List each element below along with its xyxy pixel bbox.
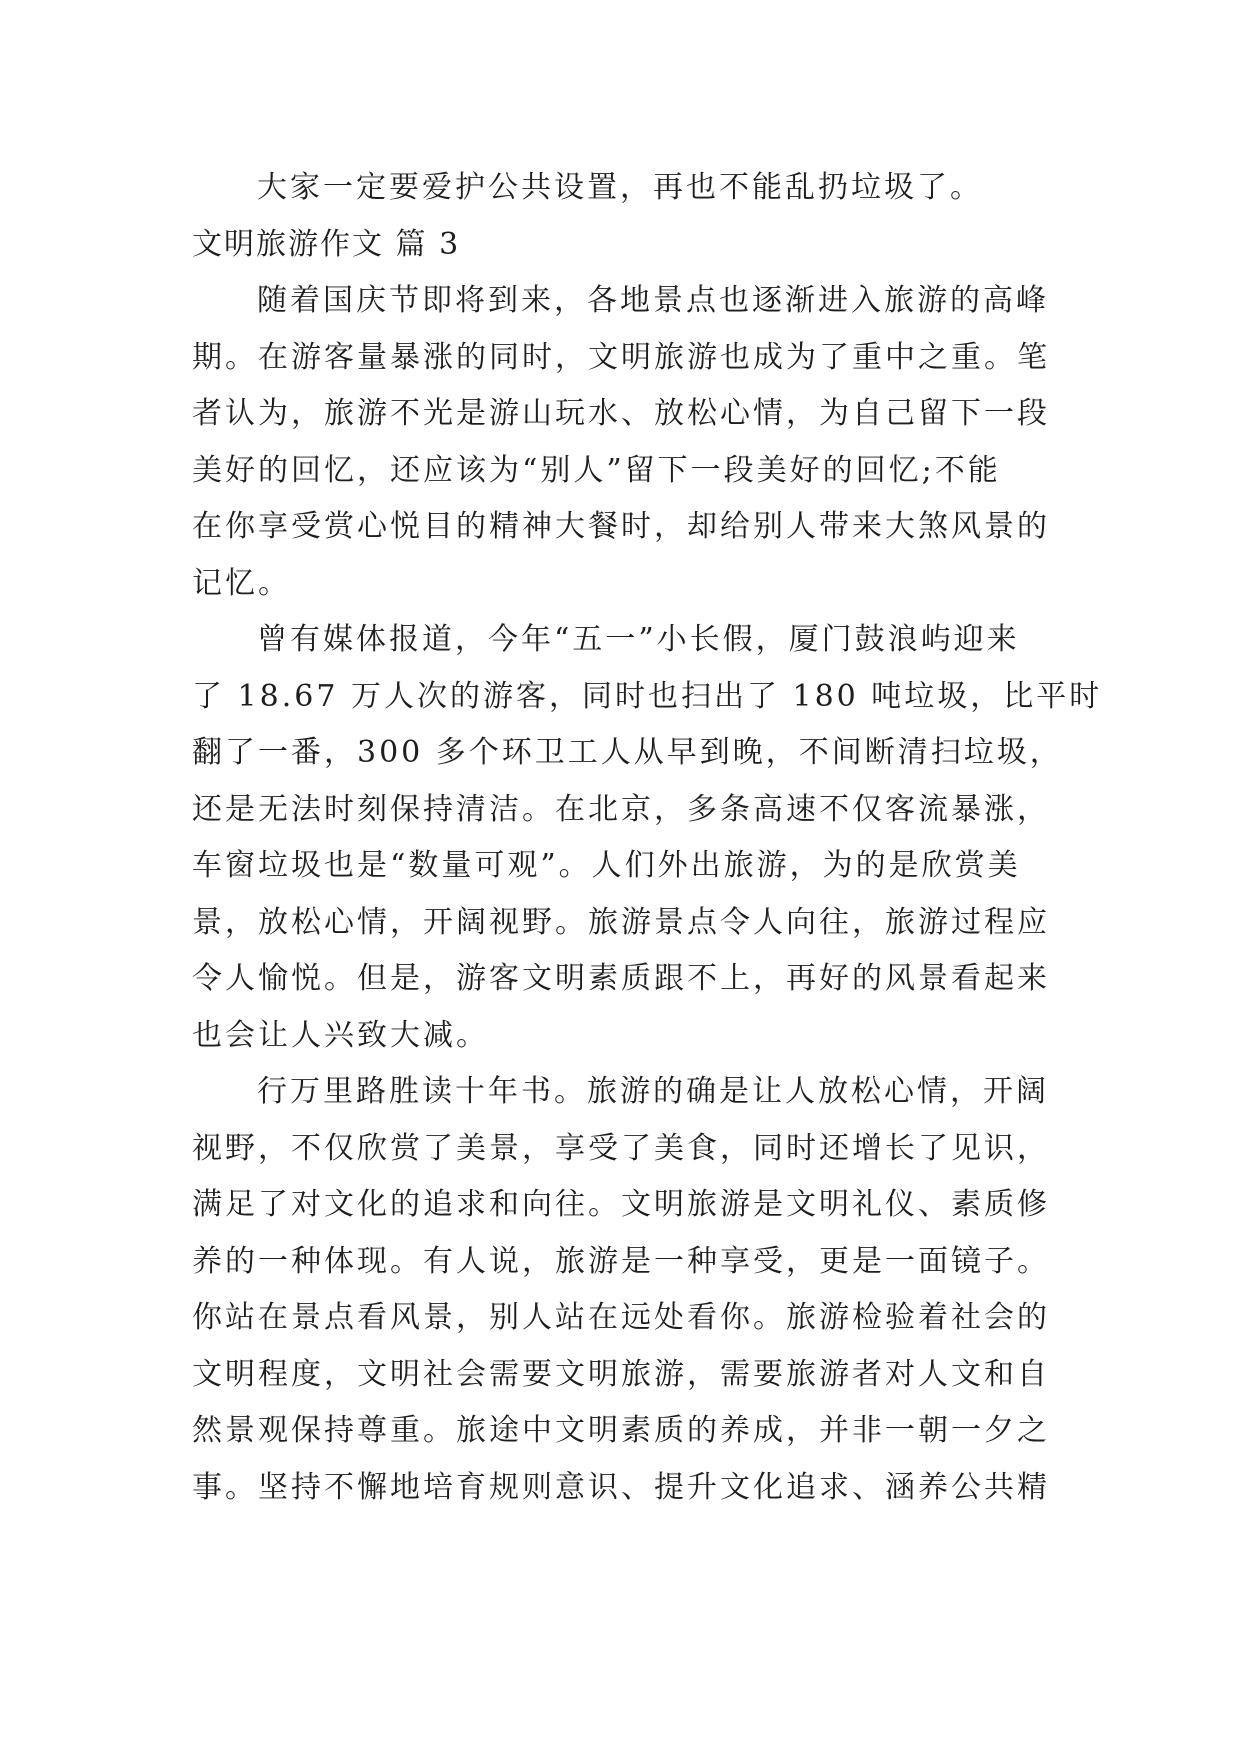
paragraph-line: 曾有媒体报道，今年“五一”小长假，厦门鼓浪屿迎来 (257, 622, 1020, 657)
paragraph-line: 景，放松心情，开阔视野。旅游景点令人向往，旅游过程应 (192, 904, 1050, 940)
paragraph-line: 大家一定要爱护公共设置，再也不能乱扔垃圾了。 (257, 170, 983, 205)
paragraph-line: 事。坚持不懈地培育规则意识、提升文化追求、涵养公共精 (192, 1469, 1050, 1505)
paragraph-line: 视野，不仅欣赏了美景，享受了美食，同时还增长了见识， (192, 1130, 1050, 1166)
paragraph-line: 行万里路胜读十年书。旅游的确是让人放松心情，开阔 (257, 1074, 1049, 1109)
paragraph-line: 令人愉悦。但是，游客文明素质跟不上，再好的风景看起来 (192, 961, 1050, 996)
paragraph-line: 文明程度，文明社会需要文明旅游，需要旅游者对人文和自 (192, 1356, 1050, 1392)
paragraph-line: 记忆。 (192, 565, 291, 601)
paragraph-line: 翻了一番，300 多个环卫工人从早到晚，不间断清扫垃圾， (192, 735, 1063, 770)
paragraph-line: 了 18.67 万人次的游客，同时也扫出了 180 吨垃圾，比平时 (192, 678, 1103, 714)
paragraph-line: 还是无法时刻保持清洁。在北京，多条高速不仅客流暴涨， (192, 791, 1050, 827)
paragraph-line: 满足了对文化的追求和向往。文明旅游是文明礼仪、素质修 (192, 1187, 1050, 1222)
paragraph-line: 美好的回忆，还应该为“别人”留下一段美好的回忆;不能 (192, 452, 1001, 488)
paragraph-line: 在你享受赏心悦目的精神大餐时，却给别人带来大煞风景的 (192, 509, 1050, 544)
paragraph-line: 车窗垃圾也是“数量可观”。人们外出旅游，为的是欣赏美 (192, 848, 1021, 883)
paragraph-line: 也会让人兴致大减。 (192, 1017, 489, 1053)
paragraph-line: 者认为，旅游不光是游山玩水、放松心情，为自己留下一段 (192, 396, 1050, 431)
section-heading: 文明旅游作文 篇 3 (192, 226, 461, 262)
paragraph-line: 你站在景点看风景，别人站在远处看你。旅游检验着社会的 (192, 1300, 1050, 1335)
paragraph-line: 然景观保持尊重。旅途中文明素质的养成，并非一朝一夕之 (192, 1413, 1050, 1448)
document-body (192, 160, 1103, 1516)
paragraph-line: 随着国庆节即将到来，各地景点也逐渐进入旅游的高峰 (257, 283, 1049, 318)
paragraph-line: 养的一种体现。有人说，旅游是一种享受，更是一面镜子。 (192, 1243, 1050, 1279)
paragraph-line: 期。在游客量暴涨的同时，文明旅游也成为了重中之重。笔 (192, 339, 1050, 375)
